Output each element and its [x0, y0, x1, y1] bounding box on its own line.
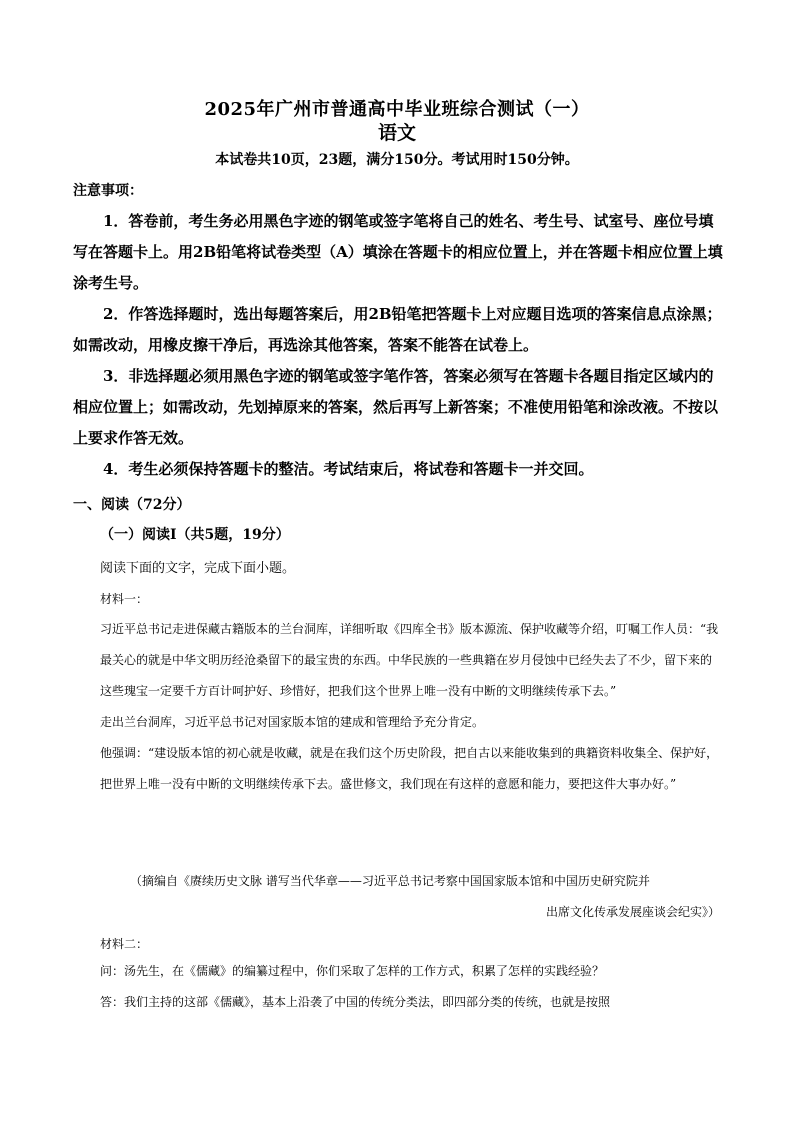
notice-title: 注意事项：	[73, 183, 143, 199]
reading-instruction: 阅读下面的文字，完成下面小题。	[100, 561, 296, 576]
notice-item-1: 1．答卷前，考生务必用黑色字迹的钢笔或签字笔将自己的姓名、考生号、试室号、座位号填写在答题卡上。用2B铅笔将试卷类型（A）填涂在答题卡的相应位置上，并在答题卡相应位置上填涂考生号。	[73, 212, 723, 292]
section-title: 一、阅读（72分）	[73, 497, 191, 513]
material1-body	[100, 614, 720, 800]
material2-label: 材料二：	[100, 937, 149, 951]
material1-paragraph: 走出兰台洞库，习近平总书记对国家版本馆的建成和管理给予充分肯定。	[100, 715, 485, 729]
material1-label: 材料一：	[100, 592, 149, 606]
material1-source	[100, 866, 720, 928]
material2-question: 问：汤先生，在《儒藏》的编纂过程中，你们采取了怎样的工作方式，积累了怎样的实践经验？	[100, 964, 605, 978]
notice-item-3: 3．非选择题必须用黑色字迹的钢笔或签字笔作答，答案必须写在答题卡各题目指定区域内的相应位置上；如需改动，先划掉原来的答案，然后再写上新答案；不准使用铅笔和涂改液。不按以上要求作答无效。	[73, 367, 719, 447]
subject-title: 语文	[377, 122, 416, 144]
source-line-2: 出席文化传承发展座谈会纪实》）	[545, 905, 720, 919]
notice-item-4: 4．考生必须保持答题卡的整洁。考试结束后，将试卷和答题卡一并交回。	[103, 460, 594, 478]
source-line-1: （摘编自《赓续历史文脉 谱写当代华章——习近平总书记考察中国国家版本馆和中国历史研究院并	[130, 874, 650, 888]
notice-list	[73, 206, 724, 485]
material2-body	[100, 956, 720, 1018]
section-subtitle: （一）阅读Ⅰ（共5题，19分）	[100, 527, 290, 543]
exam-info: 本试卷共10页，23题，满分150分。考试用时150分钟。	[215, 152, 579, 168]
material1-paragraph: 习近平总书记走进保藏古籍版本的兰台洞库，详细听取《四库全书》版本源流、保护收藏等介绍，叮嘱工作人员：“我最关心的就是中华文明历经沧桑留下的最宝贵的东西。中华民族的一些典籍在岁月侵蚀中已经失去了不少，留下来的这些瑰宝一定要千方百计呵护好、珍惜好，把我们这个世界上唯一没有中断的文明继续传承下去。”	[100, 622, 719, 698]
exam-title: 2025年广州市普通高中毕业班综合测试（一）	[204, 99, 590, 120]
material1-paragraph: 他强调：“建设版本馆的初心就是收藏，就是在我们这个历史阶段，把自古以来能收集到的典籍资料收集全、保护好，把世界上唯一没有中断的文明继续传承下去。盛世修文，我们现在有这样的意愿和能力，要把这件大事办好。”	[100, 746, 719, 791]
material2-answer: 答：我们主持的这部《儒藏》，基本上沿袭了中国的传统分类法，即四部分类的传统，也就是按照	[100, 995, 611, 1009]
notice-item-2: 2．作答选择题时，选出每题答案后，用2B铅笔把答题卡上对应题目选项的答案信息点涂黑；如需改动，用橡皮擦干净后，再选涂其他答案，答案不能答在试卷上。	[73, 305, 722, 354]
